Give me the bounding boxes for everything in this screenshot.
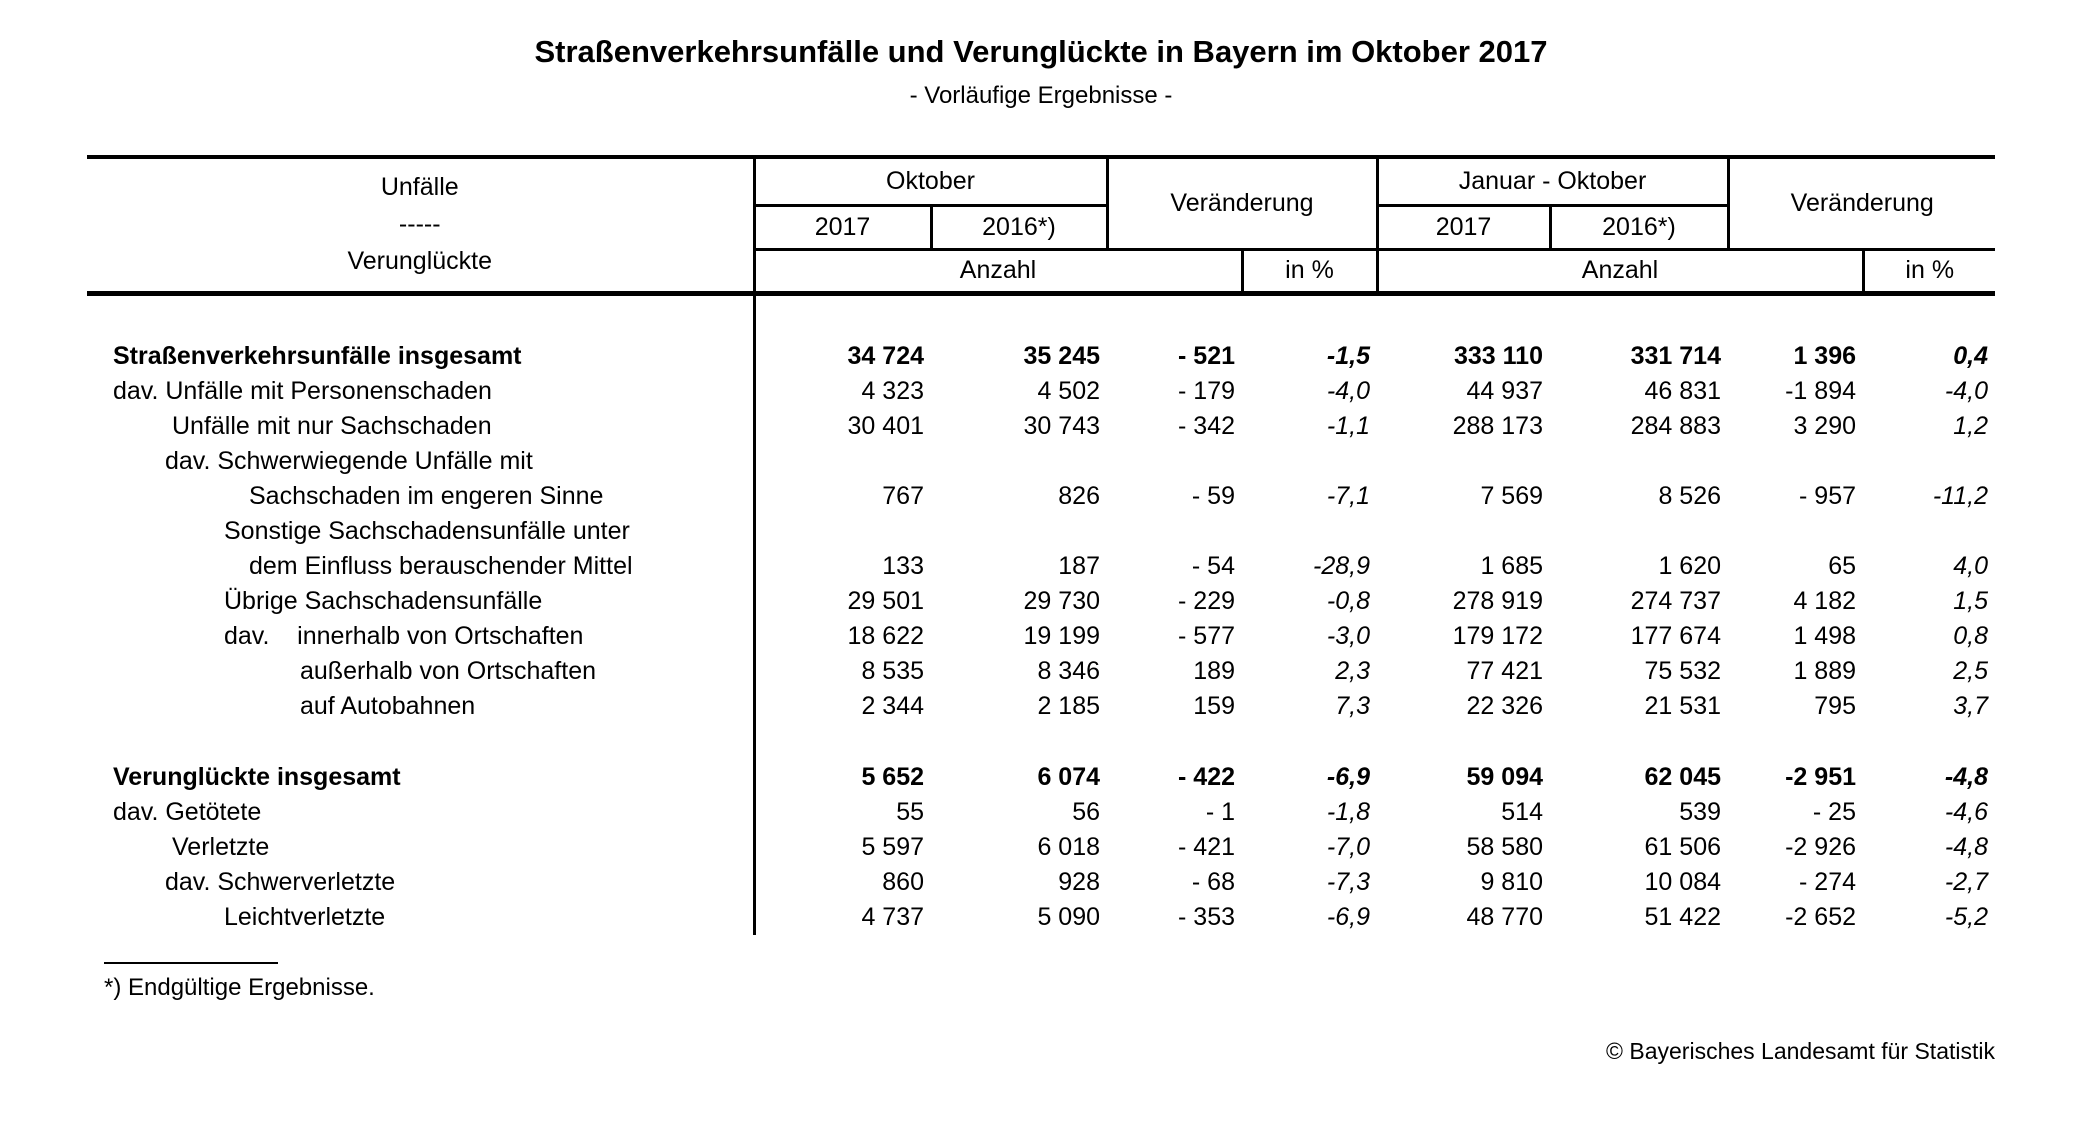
cell-value: 539 (1679, 798, 1721, 826)
cell-value: 331 714 (1630, 342, 1721, 370)
cell-value: -4,0 (1326, 377, 1370, 405)
table-row (87, 760, 1995, 795)
spacer-cell (754, 293, 1995, 339)
stats-table (87, 155, 1995, 935)
spacer-cell (87, 293, 754, 339)
cell-value (931, 514, 1107, 549)
cell-value: -4,8 (1944, 763, 1988, 791)
cell-value: 187 (1058, 552, 1100, 580)
column-header-januar-oktober: Januar - Oktober (1377, 157, 1728, 205)
row-label: dem Einfluss berauschender Mittel (87, 549, 754, 584)
header-row-1 (87, 157, 1995, 205)
table-row (87, 444, 1995, 479)
cell-value: -0,8 (1326, 587, 1370, 615)
cell-value: 928 (1058, 868, 1100, 896)
cell-value: 1,2 (1953, 412, 1988, 440)
column-header-percent-cumulative: in % (1863, 249, 1995, 293)
cell-value: 5 597 (861, 833, 924, 861)
cell-value: - 25 (1812, 798, 1856, 826)
cell-value: 1,5 (1953, 587, 1988, 615)
table-row (87, 619, 1995, 654)
cell-value: 29 501 (847, 587, 924, 615)
cell-value: 4 737 (861, 903, 924, 931)
cell-value (1377, 514, 1550, 549)
cell-value: 1 620 (1658, 552, 1721, 580)
cell-value: 7 569 (1480, 482, 1543, 510)
cell-value: 30 401 (847, 412, 924, 440)
row-label: auf Autobahnen (87, 689, 754, 724)
cell-value: 65 (1828, 552, 1856, 580)
spacer-row (87, 724, 1995, 760)
cell-value: 1 396 (1793, 342, 1856, 370)
cell-value: 77 421 (1466, 657, 1543, 685)
cell-value: - 68 (1191, 868, 1235, 896)
cell-value: 34 724 (847, 342, 924, 370)
cell-value: 44 937 (1466, 377, 1543, 405)
spacer-cell (754, 724, 1995, 760)
cell-value: 0,4 (1953, 342, 1988, 370)
row-label: Verunglückte insgesamt (87, 760, 754, 795)
cell-value: -7,0 (1326, 833, 1370, 861)
cell-value (1863, 514, 1995, 549)
cell-value: 288 173 (1452, 412, 1543, 440)
cell-value: -2,7 (1944, 868, 1988, 896)
row-label: Sonstige Sachschadensunfälle unter (87, 514, 754, 549)
table-body (87, 293, 1995, 935)
cell-value: 5 090 (1037, 903, 1100, 931)
cell-value (1107, 514, 1242, 549)
copyright: © Bayerisches Landesamt für Statistik (1606, 1038, 1995, 1064)
cell-value: 61 506 (1644, 833, 1721, 861)
column-header-2017-cumulative: 2017 (1377, 205, 1550, 249)
table-row (87, 654, 1995, 689)
cell-value: -4,6 (1944, 798, 1988, 826)
cell-value: 8 535 (861, 657, 924, 685)
row-label: dav. Schwerverletzte (87, 865, 754, 900)
cell-value (754, 444, 931, 479)
cell-value: 3,7 (1953, 692, 1988, 720)
cell-value: -7,3 (1326, 868, 1370, 896)
cell-value: - 577 (1178, 622, 1235, 650)
table-row (87, 830, 1995, 865)
cell-value: 3 290 (1793, 412, 1856, 440)
cell-value: 62 045 (1644, 763, 1721, 791)
cell-value: 514 (1501, 798, 1543, 826)
cell-value: 2 185 (1037, 692, 1100, 720)
cell-value (1550, 514, 1728, 549)
table-header (87, 157, 1995, 293)
cell-value: - 353 (1178, 903, 1235, 931)
table-row (87, 865, 1995, 900)
cell-value: 6 074 (1037, 763, 1100, 791)
row-label: Leichtverletzte (87, 900, 754, 935)
cell-value: 159 (1193, 692, 1235, 720)
row-label: dav. Getötete (87, 795, 754, 830)
footnote-rule (104, 962, 278, 964)
cell-value: -1,1 (1326, 412, 1370, 440)
label-divider-dashes: ----- (398, 210, 441, 239)
table-row (87, 689, 1995, 724)
table-row (87, 514, 1995, 549)
cell-value: 46 831 (1644, 377, 1721, 405)
cell-value: -2 652 (1785, 903, 1856, 931)
cell-value: 8 346 (1037, 657, 1100, 685)
spacer-row (87, 293, 1995, 339)
cell-value: 4 323 (861, 377, 924, 405)
cell-value: 0,8 (1953, 622, 1988, 650)
cell-value: - 179 (1178, 377, 1235, 405)
cell-value: 22 326 (1466, 692, 1543, 720)
row-label: außerhalb von Ortschaften (87, 654, 754, 689)
cell-value: -4,0 (1944, 377, 1988, 405)
cell-value: 6 018 (1037, 833, 1100, 861)
cell-value: 29 730 (1023, 587, 1100, 615)
cell-value: 1 685 (1480, 552, 1543, 580)
cell-value: - 1 (1205, 798, 1235, 826)
cell-value: 48 770 (1466, 903, 1543, 931)
row-label: dav. Unfälle mit Personenschaden (87, 374, 754, 409)
cell-value: 2 344 (861, 692, 924, 720)
row-label: dav. innerhalb von Ortschaften (87, 619, 754, 654)
cell-value: 21 531 (1644, 692, 1721, 720)
cell-value: 1 889 (1793, 657, 1856, 685)
cell-value: -3,0 (1326, 622, 1370, 650)
column-header-2016-cumulative: 2016*) (1550, 205, 1728, 249)
cell-value: - 274 (1799, 868, 1856, 896)
column-header-veraenderung-month: Veränderung (1107, 157, 1377, 249)
cell-value: 274 737 (1630, 587, 1721, 615)
table-row (87, 900, 1995, 935)
cell-value: -4,8 (1944, 833, 1988, 861)
cell-value: 4 502 (1037, 377, 1100, 405)
spacer-cell (87, 724, 754, 760)
cell-value: 51 422 (1644, 903, 1721, 931)
cell-value: 133 (882, 552, 924, 580)
table-row (87, 339, 1995, 374)
cell-value: -1,5 (1326, 342, 1370, 370)
cell-value: 2,5 (1953, 657, 1988, 685)
cell-value: 860 (882, 868, 924, 896)
cell-value (1728, 444, 1863, 479)
cell-value: - 421 (1178, 833, 1235, 861)
cell-value: 826 (1058, 482, 1100, 510)
cell-value: 189 (1193, 657, 1235, 685)
cell-value: - 229 (1178, 587, 1235, 615)
cell-value: -28,9 (1313, 552, 1370, 580)
cell-value (1550, 444, 1728, 479)
cell-value: 7,3 (1335, 692, 1370, 720)
cell-value: -2 951 (1785, 763, 1856, 791)
column-header-2017-month: 2017 (754, 205, 931, 249)
cell-value (1728, 514, 1863, 549)
cell-value: -1,8 (1326, 798, 1370, 826)
cell-value: 278 919 (1452, 587, 1543, 615)
column-header-label (87, 157, 754, 293)
cell-value: - 54 (1191, 552, 1235, 580)
page-subtitle: - Vorläufige Ergebnisse - (909, 82, 1173, 109)
column-header-oktober: Oktober (754, 157, 1107, 205)
column-header-anzahl-month: Anzahl (754, 249, 1242, 293)
cell-value: 4 182 (1793, 587, 1856, 615)
cell-value: 179 172 (1452, 622, 1543, 650)
table-row (87, 549, 1995, 584)
cell-value: - 521 (1178, 342, 1235, 370)
row-label: Unfälle mit nur Sachschaden (87, 409, 754, 444)
cell-value: -1 894 (1785, 377, 1856, 405)
cell-value: -6,9 (1326, 763, 1370, 791)
column-header-veraenderung-cumulative: Veränderung (1728, 157, 1995, 249)
cell-value: 795 (1814, 692, 1856, 720)
cell-value (1107, 444, 1242, 479)
cell-value: -7,1 (1326, 482, 1370, 510)
cell-value: 9 810 (1480, 868, 1543, 896)
cell-value: -11,2 (1932, 482, 1988, 510)
cell-value (931, 444, 1107, 479)
column-header-anzahl-cumulative: Anzahl (1377, 249, 1863, 293)
cell-value: 5 652 (861, 763, 924, 791)
cell-value: 56 (1072, 798, 1100, 826)
cell-value (754, 514, 931, 549)
table-row (87, 479, 1995, 514)
cell-value (1863, 444, 1995, 479)
cell-value (1377, 444, 1550, 479)
cell-value: - 59 (1191, 482, 1235, 510)
cell-value: - 342 (1178, 412, 1235, 440)
cell-value: 177 674 (1630, 622, 1721, 650)
cell-value: 10 084 (1644, 868, 1721, 896)
page-title: Straßenverkehrsunfälle und Verunglückte in Bayern im Oktober 2017 (534, 34, 1548, 69)
cell-value: 8 526 (1658, 482, 1721, 510)
cell-value (1242, 514, 1377, 549)
row-label: Sachschaden im engeren Sinne (87, 479, 754, 514)
cell-value: 75 532 (1644, 657, 1721, 685)
cell-value: 2,3 (1335, 657, 1370, 685)
table-row (87, 374, 1995, 409)
label-unfaelle: Unfälle (380, 173, 459, 202)
cell-value: 35 245 (1023, 342, 1100, 370)
cell-value: 59 094 (1466, 763, 1543, 791)
cell-value: -5,2 (1944, 903, 1988, 931)
cell-value: -6,9 (1326, 903, 1370, 931)
row-label: dav. Schwerwiegende Unfälle mit (87, 444, 754, 479)
cell-value (1242, 444, 1377, 479)
cell-value: - 957 (1799, 482, 1856, 510)
cell-value: 55 (896, 798, 924, 826)
cell-value: - 422 (1178, 763, 1235, 791)
column-header-2016-month: 2016*) (931, 205, 1107, 249)
cell-value: 30 743 (1023, 412, 1100, 440)
cell-value: 19 199 (1023, 622, 1100, 650)
row-label: Verletzte (87, 830, 754, 865)
cell-value: 333 110 (1454, 342, 1543, 370)
cell-value: 4,0 (1953, 552, 1988, 580)
cell-value: 58 580 (1466, 833, 1543, 861)
cell-value: 1 498 (1793, 622, 1856, 650)
cell-value: -2 926 (1785, 833, 1856, 861)
footnote: *) Endgültige Ergebnisse. (104, 974, 375, 1001)
table-row (87, 584, 1995, 619)
row-label: Übrige Sachschadensunfälle (87, 584, 754, 619)
cell-value: 18 622 (847, 622, 924, 650)
cell-value: 767 (882, 482, 924, 510)
table-row (87, 409, 1995, 444)
cell-value: 284 883 (1630, 412, 1721, 440)
row-label: Straßenverkehrsunfälle insgesamt (87, 339, 754, 374)
column-header-percent-month: in % (1242, 249, 1377, 293)
table-row (87, 795, 1995, 830)
label-verunglueckte: Verunglückte (347, 247, 493, 276)
